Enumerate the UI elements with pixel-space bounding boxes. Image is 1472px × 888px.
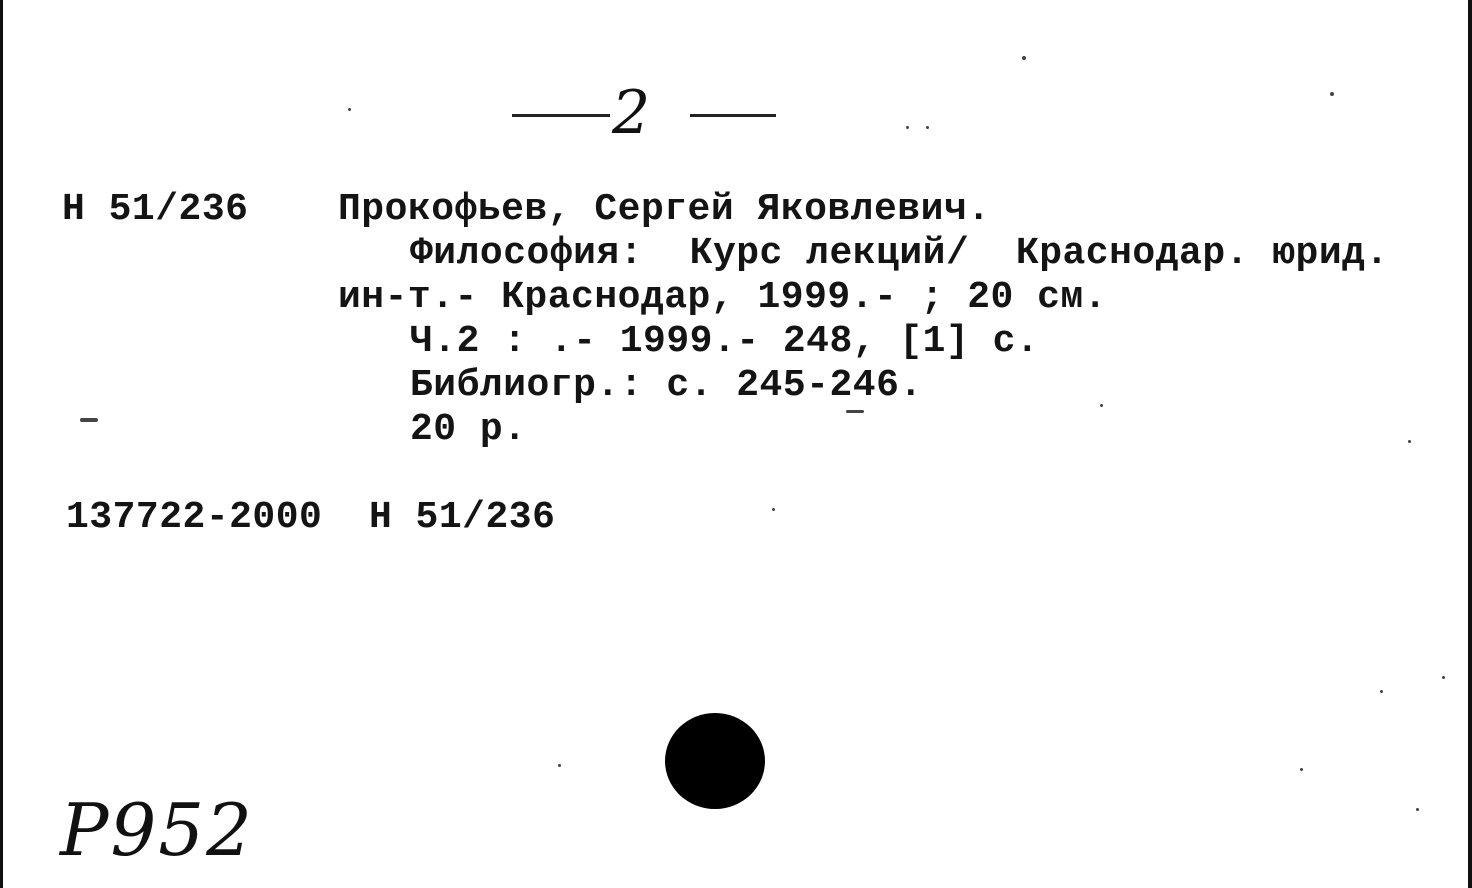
scan-speck <box>1442 676 1445 679</box>
scan-speck <box>1416 808 1419 811</box>
scan-speck <box>1100 404 1103 407</box>
page-number-mark: 2 <box>612 78 651 148</box>
author-heading: Прокофьев, Сергей Яковлевич. <box>338 188 991 231</box>
volume-line: Ч.2 : .- 1999.- 248, [1] с. <box>410 320 1040 363</box>
scan-speck <box>772 508 775 511</box>
card-left-edge <box>0 0 3 888</box>
scan-speck <box>1380 690 1383 693</box>
scan-speck <box>1300 768 1303 771</box>
right-dash <box>690 114 776 117</box>
scan-speck <box>926 126 929 129</box>
inventory-mark: Р952 <box>60 788 254 872</box>
accession-line: 137722-2000 Н 51/236 <box>66 496 556 539</box>
call-number: Н 51/236 <box>62 188 249 231</box>
left-dash <box>512 114 610 117</box>
scan-speck <box>1022 56 1026 60</box>
card-right-edge <box>1468 0 1472 888</box>
title-line: Философия: Курс лекций/ Краснодар. юрид. <box>410 232 1389 275</box>
bibliography-note: Библиогр.: с. 245-246. <box>410 364 923 407</box>
scan-speck <box>1408 440 1411 443</box>
scan-speck <box>80 418 98 422</box>
scan-speck <box>348 108 351 111</box>
scan-speck <box>1330 92 1334 96</box>
scan-speck <box>906 126 909 129</box>
publication-line: ин-т.- Краснодар, 1999.- ; 20 см. <box>338 276 1108 319</box>
scan-speck <box>558 764 561 767</box>
punch-hole <box>665 713 765 809</box>
scan-speck <box>846 410 864 413</box>
price-line: 20 р. <box>410 408 527 451</box>
